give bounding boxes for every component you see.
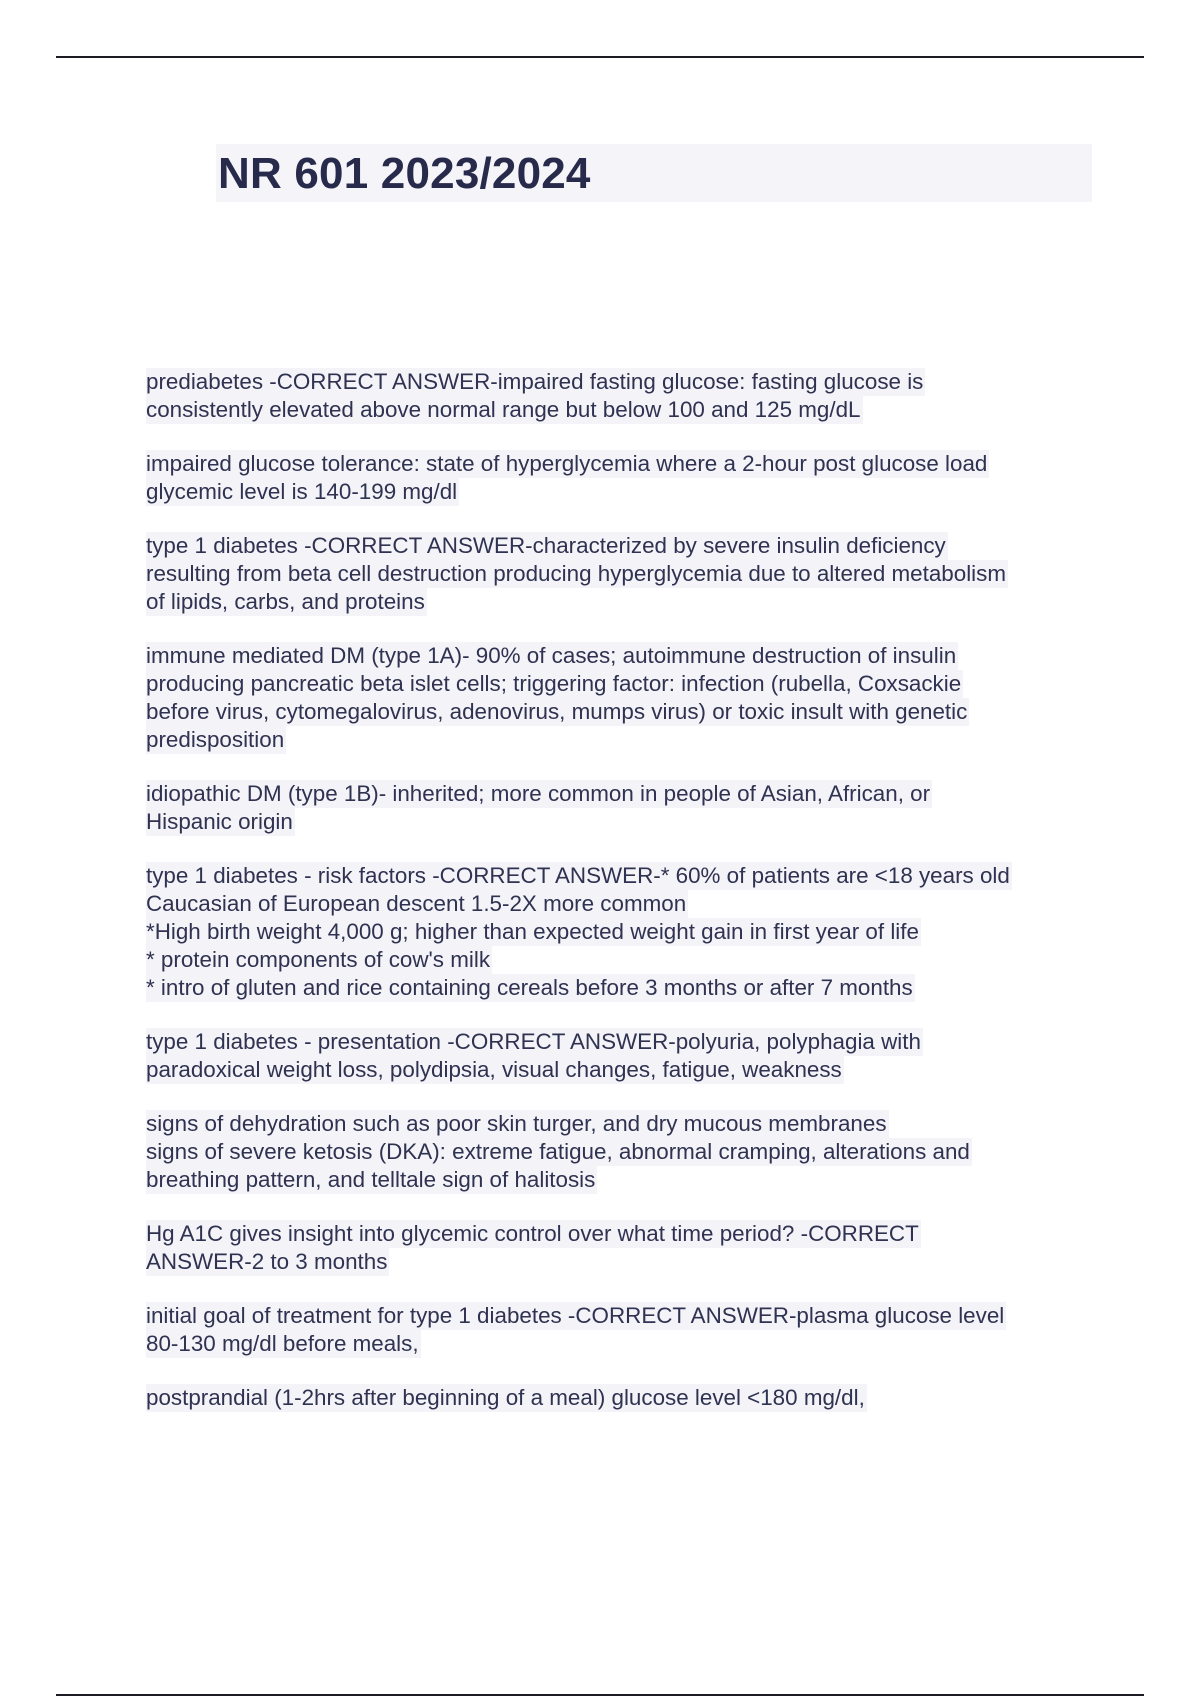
text-line: type 1 diabetes - risk factors -CORRECT ANSWER-* 60% of patients are <18 years old: [146, 863, 1010, 888]
text-line: 80-130 mg/dl before meals,: [146, 1331, 419, 1356]
text-line: Hispanic origin: [146, 809, 293, 834]
text-line: Hg A1C gives insight into glycemic control over what time period? -CORRECT: [146, 1221, 919, 1246]
text-line: type 1 diabetes -CORRECT ANSWER-characterized by severe insulin deficiency: [146, 533, 946, 558]
text-line: * protein components of cow's milk: [146, 947, 491, 972]
text-line: * intro of gluten and rice containing cereals before 3 months or after 7 months: [146, 975, 913, 1000]
paragraph-impaired-glucose-tolerance: [146, 450, 1106, 506]
paragraph-immune-mediated-dm: [146, 642, 1106, 754]
text-line: immune mediated DM (type 1A)- 90% of cases; autoimmune destruction of insulin: [146, 643, 957, 668]
document-title: NR 601 2023/2024: [218, 149, 591, 198]
paragraph-idiopathic-dm: [146, 780, 1106, 836]
text-line: of lipids, carbs, and proteins: [146, 589, 425, 614]
text-line: before virus, cytomegalovirus, adenovirus, mumps virus) or toxic insult with genetic: [146, 699, 968, 724]
text-line: postprandial (1-2hrs after beginning of a meal) glucose level <180 mg/dl,: [146, 1385, 865, 1410]
paragraph-hga1c: [146, 1220, 1106, 1276]
text-line: idiopathic DM (type 1B)- inherited; more common in people of Asian, African, or: [146, 781, 931, 806]
text-line: Caucasian of European descent 1.5-2X more common: [146, 891, 687, 916]
text-line: signs of dehydration such as poor skin turger, and dry mucous membranes: [146, 1111, 887, 1136]
text-line: signs of severe ketosis (DKA): extreme fatigue, abnormal cramping, alterations and: [146, 1139, 970, 1164]
text-line: paradoxical weight loss, polydipsia, visual changes, fatigue, weakness: [146, 1057, 842, 1082]
text-line: consistently elevated above normal range but below 100 and 125 mg/dL: [146, 397, 861, 422]
text-line: predisposition: [146, 727, 285, 752]
paragraph-presentation: [146, 1028, 1106, 1084]
text-line: ANSWER-2 to 3 months: [146, 1249, 388, 1274]
top-divider: [56, 56, 1144, 58]
text-line: breathing pattern, and telltale sign of halitosis: [146, 1167, 596, 1192]
text-line: glycemic level is 140-199 mg/dl: [146, 479, 458, 504]
text-line: producing pancreatic beta islet cells; triggering factor: infection (rubella, Coxsackie: [146, 671, 962, 696]
paragraph-risk-factors: [146, 862, 1106, 1002]
bottom-divider: [56, 1694, 1144, 1696]
text-line: type 1 diabetes - presentation -CORRECT ANSWER-polyuria, polyphagia with: [146, 1029, 921, 1054]
paragraph-dehydration-signs: [146, 1110, 1106, 1194]
text-line: impaired glucose tolerance: state of hyperglycemia where a 2-hour post glucose load: [146, 451, 988, 476]
paragraph-postprandial: [146, 1384, 1106, 1412]
text-line: prediabetes -CORRECT ANSWER-impaired fasting glucose: fasting glucose is: [146, 369, 924, 394]
paragraph-treatment-goal: [146, 1302, 1106, 1358]
text-line: initial goal of treatment for type 1 diabetes -CORRECT ANSWER-plasma glucose level: [146, 1303, 1005, 1328]
paragraph-prediabetes: [146, 368, 1106, 424]
text-line: *High birth weight 4,000 g; higher than expected weight gain in first year of life: [146, 919, 919, 944]
document-body: [146, 368, 1106, 1438]
text-line: resulting from beta cell destruction producing hyperglycemia due to altered metabolism: [146, 561, 1006, 586]
paragraph-type1-diabetes: [146, 532, 1106, 616]
